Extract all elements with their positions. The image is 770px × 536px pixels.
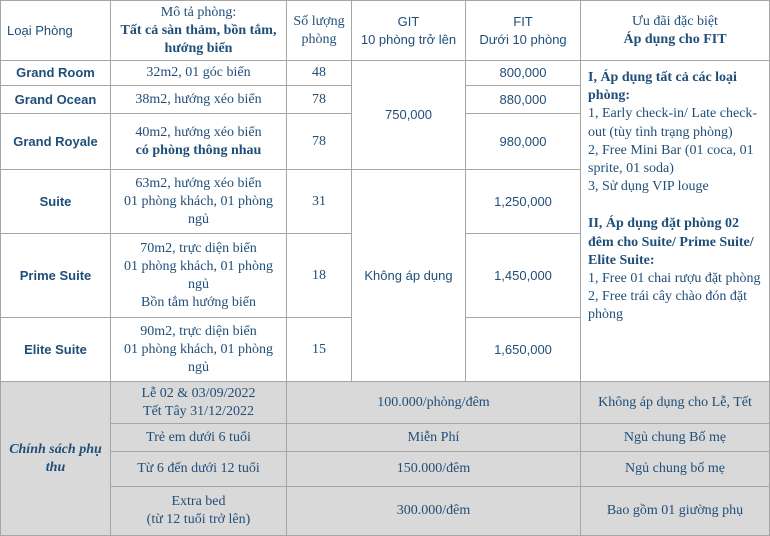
surcharge-row (1, 487, 770, 536)
room-desc-bold: có phòng thông nhau (135, 142, 262, 158)
room-desc (111, 114, 287, 170)
room-desc-line: 90m2, trực diện biển (140, 323, 257, 339)
fit-price: 1,250,000 (466, 170, 581, 234)
fit-price: 1,450,000 (466, 234, 581, 318)
surcharge-note: Ngủ chung bố mẹ (581, 452, 770, 487)
room-desc-line: 40m2, hướng xéo biển (135, 124, 262, 140)
surcharge-price: 300.000/đêm (287, 487, 581, 536)
room-desc-line: 63m2, hướng xéo biển (135, 175, 262, 191)
surcharge-note: Không áp dụng cho Lễ, Tết (581, 382, 770, 424)
room-name: Grand Room (1, 61, 111, 86)
perk-item: 2, Free Mini Bar (01 coca, 01 sprite, 01 soda) (588, 142, 754, 177)
room-qty: 78 (287, 114, 352, 170)
surcharge-note: Ngủ chung Bố mẹ (581, 424, 770, 452)
fit-price: 880,000 (466, 86, 581, 114)
fit-price: 1,650,000 (466, 318, 581, 382)
room-qty: 15 (287, 318, 352, 382)
perks-cell (581, 61, 770, 382)
room-desc (111, 170, 287, 234)
room-qty: 48 (287, 61, 352, 86)
surcharge-note: Bao gồm 01 giường phụ (581, 487, 770, 536)
git-price-group2: Không áp dụng (352, 170, 466, 382)
room-name: Grand Ocean (1, 86, 111, 114)
room-name: Suite (1, 170, 111, 234)
perk-item: 1, Free 01 chai rượu đặt phòng (588, 271, 761, 287)
surcharge-item-line2: (từ 12 tuổi trở lên) (146, 512, 251, 527)
room-desc-line: 01 phòng khách, 01 phòng ngủ (124, 341, 273, 375)
surcharge-title: Chính sách phụ thu (1, 382, 111, 536)
header-desc-line2: Tất cả sàn thảm, bồn tắm, hướng biển (120, 22, 277, 56)
header-row (1, 1, 770, 61)
room-name: Prime Suite (1, 234, 111, 318)
room-desc-line: 01 phòng khách, 01 phòng ngủ (124, 258, 273, 292)
header-room-type: Loại Phòng (1, 1, 111, 61)
header-git-line2: 10 phòng trở lên (360, 31, 457, 47)
header-description (111, 1, 287, 61)
surcharge-item: Từ 6 đến dưới 12 tuổi (111, 452, 287, 487)
perk-section1-title: I, Áp dụng tất cả các loại phòng: (588, 70, 737, 104)
surcharge-item-line1: Lễ 02 & 03/09/2022 (141, 385, 256, 401)
room-desc (111, 318, 287, 382)
surcharge-item-line2: Tết Tây 31/12/2022 (143, 403, 254, 419)
surcharge-row (1, 424, 770, 452)
room-desc-line: 01 phòng khách, 01 phòng ngủ (124, 193, 273, 227)
perk-item: 1, Early check-in/ Late check-out (tùy tình trạng phòng) (588, 106, 758, 140)
surcharge-item-line1: Extra bed (171, 494, 226, 509)
surcharge-price: 150.000/đêm (287, 452, 581, 487)
surcharge-price: 100.000/phòng/đêm (287, 382, 581, 424)
room-qty: 18 (287, 234, 352, 318)
header-perks (581, 1, 770, 61)
surcharge-item: Trẻ em dưới 6 tuổi (111, 424, 287, 452)
git-price-group1: 750,000 (352, 61, 466, 170)
surcharge-row (1, 382, 770, 424)
perk-item: 3, Sử dụng VIP louge (588, 179, 709, 195)
room-desc-line: Bồn tắm hướng biển (141, 294, 256, 310)
header-fit-line1: FIT (513, 13, 533, 29)
room-desc: 38m2, hướng xéo biển (111, 86, 287, 114)
surcharge-item (111, 487, 287, 536)
room-name: Elite Suite (1, 318, 111, 382)
room-qty: 31 (287, 170, 352, 234)
header-fit (466, 1, 581, 61)
fit-price: 800,000 (466, 61, 581, 86)
surcharge-row (1, 452, 770, 487)
header-desc-line1: Mô tả phòng: (160, 4, 237, 20)
perk-section2-title: II, Áp dụng đặt phòng 02 đêm cho Suite/ Prime Suite/ Elite Suite: (588, 216, 754, 268)
room-name: Grand Royale (1, 114, 111, 170)
surcharge-item (111, 382, 287, 424)
table-row (1, 61, 770, 86)
room-desc: 32m2, 01 góc biển (111, 61, 287, 86)
room-desc-line: 70m2, trực diện biển (140, 240, 257, 256)
header-perk-line1: Ưu đãi đặc biệt (632, 13, 718, 29)
header-perk-line2: Áp dụng cho FIT (623, 31, 727, 47)
room-qty: 78 (287, 86, 352, 114)
header-git (352, 1, 466, 61)
fit-price: 980,000 (466, 114, 581, 170)
perk-item: 2, Free trái cây chào đón đặt phòng (588, 289, 747, 323)
header-quantity: Số lượng phòng (287, 1, 352, 61)
header-fit-line2: Dưới 10 phòng (479, 31, 567, 47)
room-desc (111, 234, 287, 318)
surcharge-price: Miễn Phí (287, 424, 581, 452)
header-git-line1: GIT (397, 13, 420, 29)
